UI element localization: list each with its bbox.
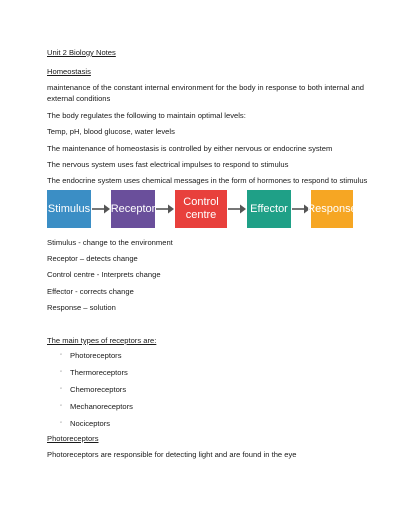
list-item: Nociceptors — [70, 419, 111, 428]
paragraph-levels: Temp, pH, blood glucose, water levels — [47, 127, 175, 136]
flow-box-response — [307, 190, 357, 228]
paragraph-control: The maintenance of homeostasis is controlled by either nervous or endocrine system — [47, 144, 333, 153]
flow-label-control-centre: Control centre — [183, 196, 219, 221]
flow-label-effector: Effector — [250, 202, 288, 215]
paragraph-regulates: The body regulates the following to maintain optimal levels: — [47, 111, 246, 120]
arrow-right-icon — [155, 203, 175, 215]
bullet-icon: ◦ — [60, 386, 63, 392]
flow-box-receptor — [111, 190, 155, 228]
paragraph-endocrine: The endocrine system uses chemical messages in the form of hormones to respond to stimulus — [47, 176, 368, 185]
bullet-icon: ◦ — [60, 403, 63, 409]
list-item: Thermoreceptors — [70, 368, 128, 377]
definition-stimulus: Stimulus - change to the environment — [47, 238, 173, 247]
list-item: Photoreceptors — [70, 351, 122, 360]
homeostasis-definition: maintenance of the constant internal environment for the body in response to both internal and external conditions — [47, 83, 365, 103]
definition-control-centre: Control centre - Interprets change — [47, 270, 161, 279]
homeostasis-flow-diagram — [47, 190, 357, 228]
flow-box-control-centre — [175, 190, 227, 228]
bullet-icon: ◦ — [60, 420, 63, 426]
photoreceptors-heading: Photoreceptors — [47, 434, 99, 443]
definition-receptor: Receptor – detects change — [47, 254, 138, 263]
receptors-heading: The main types of receptors are: — [47, 336, 157, 345]
flow-label-stimulus: Stimulus — [47, 202, 91, 215]
flow-box-stimulus — [47, 190, 91, 228]
arrow-right-icon — [227, 203, 247, 215]
flow-label-receptor: Receptor — [110, 202, 156, 215]
definition-response: Response – solution — [47, 303, 116, 312]
bullet-icon: ◦ — [60, 352, 63, 358]
paragraph-nervous: The nervous system uses fast electrical impulses to respond to stimulus — [47, 160, 289, 169]
flow-box-effector — [247, 190, 291, 228]
photoreceptors-paragraph: Photoreceptors are responsible for detecting light and are found in the eye — [47, 450, 297, 459]
arrow-right-icon — [91, 203, 111, 215]
flow-label-response: Response — [307, 202, 357, 215]
list-item: Chemoreceptors — [70, 385, 127, 394]
bullet-icon: ◦ — [60, 369, 63, 375]
list-item: Mechanoreceptors — [70, 402, 133, 411]
definition-effector: Effector - corrects change — [47, 287, 134, 296]
document-title: Unit 2 Biology Notes — [47, 48, 116, 57]
homeostasis-heading: Homeostasis — [47, 67, 91, 76]
